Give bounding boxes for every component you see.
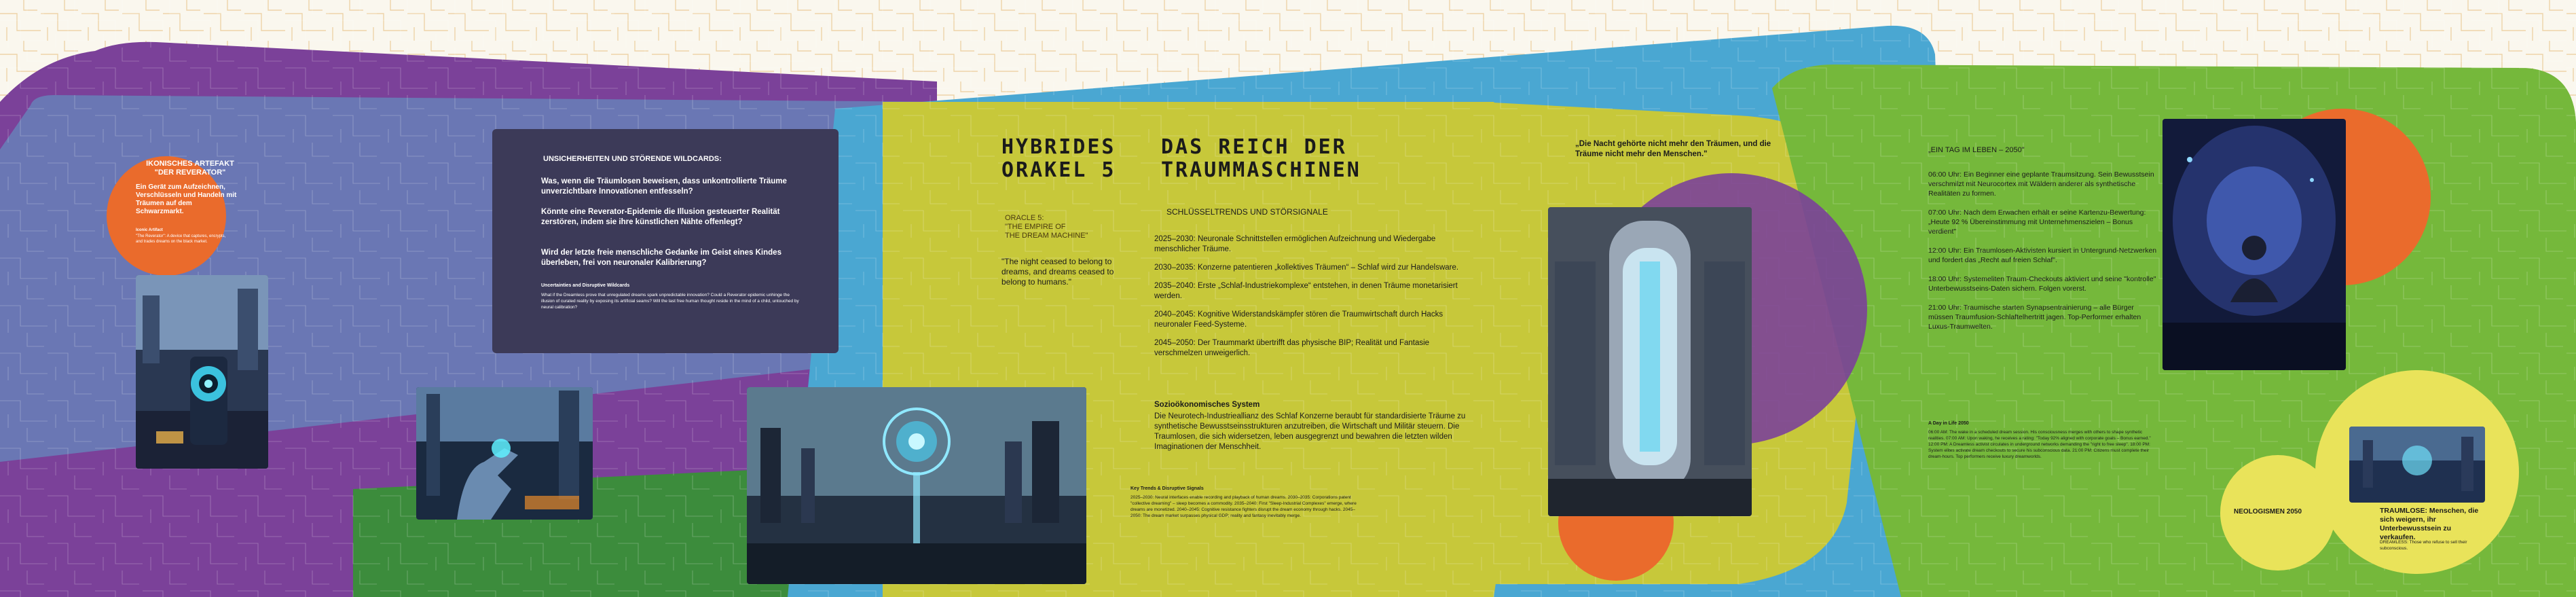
day-item: 07:00 Uhr: Nach dem Erwachen erhält er seine Kartenzu-Bewertung: „Heute 92 % Übereinstimmung mit Unternehmenszielen – Bonus verdient" xyxy=(1928,209,2146,236)
day-en-title: A Day in Life 2050 xyxy=(1928,421,1969,426)
wildcards-en-text: What if the Dreamless prove that unregulated dreams spark unpredictable innovation? Could a Reverator epidemic unhinge the illusion of curated reality by exposing its artificial seams? Will the last free human thought reside in the mind of a child, untouched by neural calibration? xyxy=(541,293,799,310)
wildcards-q1: Was, wenn die Träumlosen beweisen, dass unkontrollierte Träume unverzichtbare Innovationen entfesseln? xyxy=(541,177,787,196)
oracle-en-line3: THE DREAM MACHINE" xyxy=(1005,232,1088,240)
neologism-en-text: DREAMLESS: Those who refuse to sell their subconscious. xyxy=(2380,540,2467,551)
neologism-label: NEOLOGISMEN 2050 xyxy=(2234,508,2302,515)
day-en-text: 06:00 AM: The wake in a scheduled dream session. His consciousness merges with others to shape synthetic realities. 07:00 AM: Upon waking, he receives a rating: "Today 92% aligned with corporate goals – Bonus earned." 12:00 PM: A Dreamless activist circulates in underground networks demanding the "right to free sleep". 18:00 PM: System elites activate dream checkouts to secure his subconscious data. 21:00 PM: Citizens must complete their dream-hours. Top performers receive luxury dreamworlds. xyxy=(1928,430,2151,459)
artifact-desc: Ein Gerät zum Aufzeichnen, Verschlüsseln und Handeln mit Träumen auf dem Schwarzmarkt. xyxy=(136,183,237,215)
artifact-title-line2: "DER REVERATOR" xyxy=(154,168,226,177)
oracle-en-title xyxy=(1005,214,1088,240)
en-trends-title: Key Trends & Disruptive Signals xyxy=(1130,486,1204,491)
dream-city-photo xyxy=(747,387,1086,584)
wildcards-panel xyxy=(492,129,839,353)
day-item: 06:00 Uhr: Ein Beginner eine geplante Traumsitzung. Sein Bewusstsein verschmilzt mit Neurocortex mit Wäldern anderer als synthetische Realitäten zu formen. xyxy=(1928,170,2154,198)
trends-section-title: SCHLÜSSELTRENDS UND STÖRSIGNALE xyxy=(1166,207,1328,217)
neologism-text: TRAUMLOSE: Menschen, die sich weigern, ihr Unterbewusstsein zu verkaufen. xyxy=(2380,507,2479,541)
oracle-title xyxy=(1001,136,1116,182)
artifact-title-line1: IKONISCHES ARTEFAKT xyxy=(146,160,234,168)
trend-item: 2040–2045: Kognitive Widerstandskämpfer stören die Traumwirtschaft durch Hacks neuronaler Feed-Systeme. xyxy=(1154,310,1443,329)
wildcards-q2: Könnte eine Reverator-Epidemie die Illusion gesteuerter Realität zerstören, indem sie ihre künstlichen Nähte offenlegt? xyxy=(541,208,780,226)
wildcards-title: UNSICHERHEITEN UND STÖRENDE WILDCARDS: xyxy=(543,155,722,163)
oracle-subtitle xyxy=(1161,136,1361,182)
trend-item: 2030–2035: Konzerne patentieren „kollektives Träumen“ – Schlaf wird zur Handelsware. xyxy=(1154,264,1459,272)
trend-item: 2035–2040: Erste „Schlaf-Industriekomplexe“ entstehen, in denen Träume monetarisiert werden. xyxy=(1154,282,1458,300)
dreamer-photo xyxy=(2163,119,2346,370)
oracle-subtitle-line2: TRAUMMASCHINEN xyxy=(1161,158,1361,182)
socio-title: Sozioökonomisches System xyxy=(1154,401,1260,409)
oracle-title-line2: ORAKEL 5 xyxy=(1001,158,1116,182)
day-item: 18:00 Uhr: Systemeliten Traum-Checkouts aktiviert und seine "kontrolle" Unterbewusstseins-Daten sichern. Folgen vorerst. xyxy=(1928,275,2156,293)
oracle-en-line2: "THE EMPIRE OF xyxy=(1005,223,1066,231)
neologism-photo xyxy=(2349,427,2485,503)
day-item: 21:00 Uhr: Traumische starten Synapsentrainierung – alle Bürger müssen Traumfusion-Schlaftelhertritt jagen. Top-Performer erhalten Luxus-Traumwelten. xyxy=(1928,304,2141,331)
oracle-quote-en: "The night ceased to belong to dreams, and dreams ceased to belong to humans." xyxy=(1001,257,1114,287)
trend-item: 2025–2030: Neuronale Schnittstellen ermöglichen Aufzeichnung und Wiedergabe menschlicher Träume. xyxy=(1154,235,1436,253)
oracle-en-line1: ORACLE 5: xyxy=(1005,214,1044,222)
day-list xyxy=(1928,170,2159,331)
day-item: 12:00 Uhr: Ein Traumlosen-Aktivisten kursiert in Untergrund-Netzwerken und fordert das „Recht auf freien Schlaf". xyxy=(1928,247,2157,264)
artifact-en-desc: "The Reverator": A device that captures, encrypts, and trades dreams on the black market. xyxy=(136,234,226,244)
trends-list xyxy=(1154,234,1473,359)
oracle-title-line1: HYBRIDES xyxy=(1001,135,1116,159)
artifact-title xyxy=(139,160,241,177)
oracle-subtitle-line1: DAS REICH DER xyxy=(1161,135,1347,159)
artifact-en-label: Iconic Artifact xyxy=(136,228,163,232)
socio-text: Die Neurotech-Industrieallianz des Schlaf Konzerne beraubt für standardisierte Träume zu synthetische Bewusstseinsstrukturen anzutreiben, die Wirtschaft und Militär steuern. Die Traumlosen, die sich widersetzen, leben ausgegrenzt und bewahren die letzten wilden Imaginationen der Menschheit. xyxy=(1154,412,1466,451)
trend-item: 2045–2050: Der Traummarkt übertrifft das physische BIP; Realität und Fantasie verschmelzen unweigerlich. xyxy=(1154,339,1430,357)
wildcards-q3: Wird der letzte freie menschliche Gedanke im Geist eines Kindes überleben, frei von neuronaler Kalibrierung? xyxy=(541,249,781,267)
reverator-photo xyxy=(136,275,268,469)
dream-machine-photo xyxy=(1548,207,1752,516)
robot-hand-photo xyxy=(416,387,593,520)
day-title: „EIN TAG IM LEBEN – 2050" xyxy=(1928,146,2025,154)
en-trends-text: 2025–2030: Neural interfaces enable recording and playback of human dreams. 2030–2035: Corporations patent "collective dreaming" – sleep becomes a commodity. 2035–2040: First "Sleep-Industrial Complexes" emerge, where dreams are monetized. 2040–2045: Cognitive resistance fighters disrupt the dream economy through hacks. 2045–2050: The dream market surpasses physical GDP; reality and fantasy inevitably merge. xyxy=(1130,495,1357,518)
wildcards-en-title: Uncertainties and Disruptive Wildcards xyxy=(541,283,630,288)
german-quote: „Die Nacht gehörte nicht mehr den Träumen, und die Träume nicht mehr den Menschen." xyxy=(1575,140,1771,158)
